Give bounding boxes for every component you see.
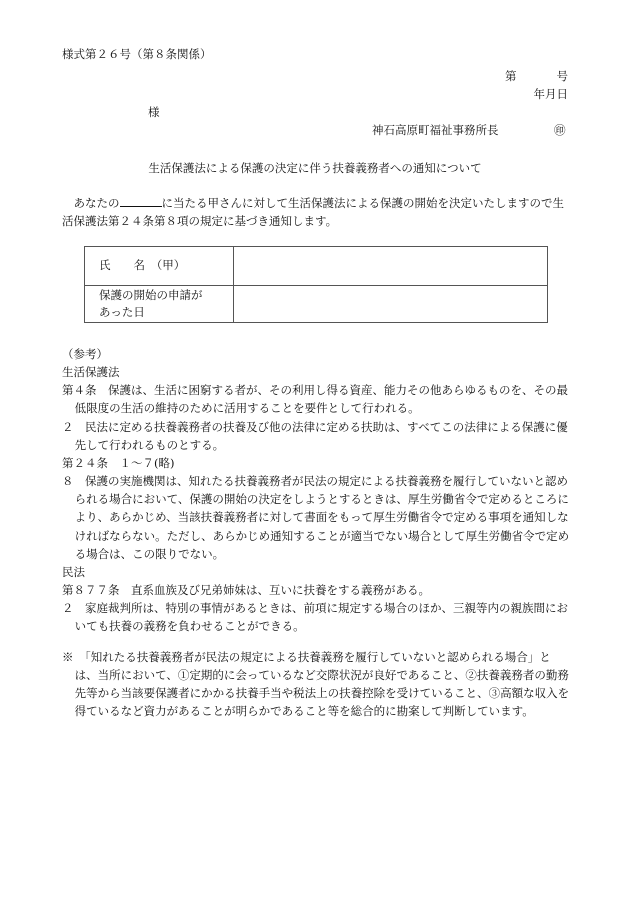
reference-heading: （参考） — [62, 347, 108, 361]
article-4: 第４条 保護は、生活に困窮する者が、その利用し得る資産、能力その他あらゆるものを、その最低限度の生活の維持のために活用することを要件として行われる。 — [62, 383, 568, 416]
seal-mark: ㊞ — [554, 123, 566, 137]
article-24: 第２４条 １～７(略) — [62, 455, 175, 470]
article-4-paragraph-2: ２ 民法に定める扶養義務者の扶養及び他の法律に定める扶助は、すべてこの法律による保護に優先して行われるものとする。 — [62, 419, 568, 452]
application-date-value-cell — [234, 286, 548, 323]
application-date-label-line2: あった日 — [99, 305, 145, 319]
number-suffix: 号 — [556, 69, 568, 83]
sender-name: 神石高原町福祉事務所長 — [372, 123, 499, 137]
name-label: 氏 名 （甲） — [85, 247, 234, 286]
application-date-label-line1: 保護の開始の申請が — [99, 288, 203, 303]
name-value-cell — [234, 247, 548, 286]
document-date — [534, 86, 569, 103]
table-row — [85, 247, 548, 286]
relationship-blank — [120, 196, 162, 207]
reference-section — [62, 345, 572, 720]
date-year: 年 — [533, 87, 545, 101]
info-table — [84, 246, 548, 323]
addressee: 様 — [148, 105, 160, 119]
table-row — [85, 286, 548, 323]
application-date-label — [85, 286, 234, 323]
article-877-paragraph-2: ２ 家庭裁判所は、特別の事情があるときは、前項に規定する場合のほか、三親等内の親族間においても扶養の義務を負わせることができる。 — [62, 601, 568, 634]
form-number: 様式第２６号（第８条関係） — [62, 47, 212, 61]
notice-body — [62, 194, 570, 231]
article-877: 第８７７条 直系血族及び兄弟姉妹は、互いに扶養をする義務がある。 — [62, 583, 430, 598]
date-month: 月 — [545, 87, 557, 101]
law-name-welfare: 生活保護法 — [62, 365, 120, 380]
explanatory-note: ※ 「知れたる扶養義務者が民法の規定による扶養義務を履行していないと認められる場合」とは、当所において、①定期的に会っているなど交際状況が良好であること、②扶養義務者の勤務先等から当該要保護者にかかる扶養手当や税法上の扶養控除を受けていること、③高額な収入を得ているなど資力があることが明らかであること等を総合的に勘案して判断しています。 — [62, 649, 570, 718]
number-prefix: 第 — [505, 69, 517, 83]
article-24-paragraph-8: ８ 保護の実施機関は、知れたる扶養義務者が民法の規定による扶養義務を履行していないと認められる場合において、保護の開始の決定をしようとするときは、厚生労働省令で定めるところにより、あらかじめ、当該扶養義務者に対して書面をもって厚生労働省令で定める事項を通知しなければならない。ただし、あらかじめ通知することが適当でない場合として厚生労働省令で定める場合は、この限りでない。 — [62, 474, 570, 561]
document-title: 生活保護法による保護の決定に伴う扶養義務者への通知について — [148, 161, 482, 175]
law-name-civil: 民法 — [62, 564, 85, 579]
date-day: 日 — [556, 87, 568, 101]
body-before-blank: あなたの — [73, 196, 120, 210]
document-number — [505, 68, 568, 85]
body-after-blank: に当たる甲さんに対して生活保護法による保護の開始を決定いたしますので生活保護法第２４条第８項の規定に基づき通知します。 — [62, 196, 564, 229]
